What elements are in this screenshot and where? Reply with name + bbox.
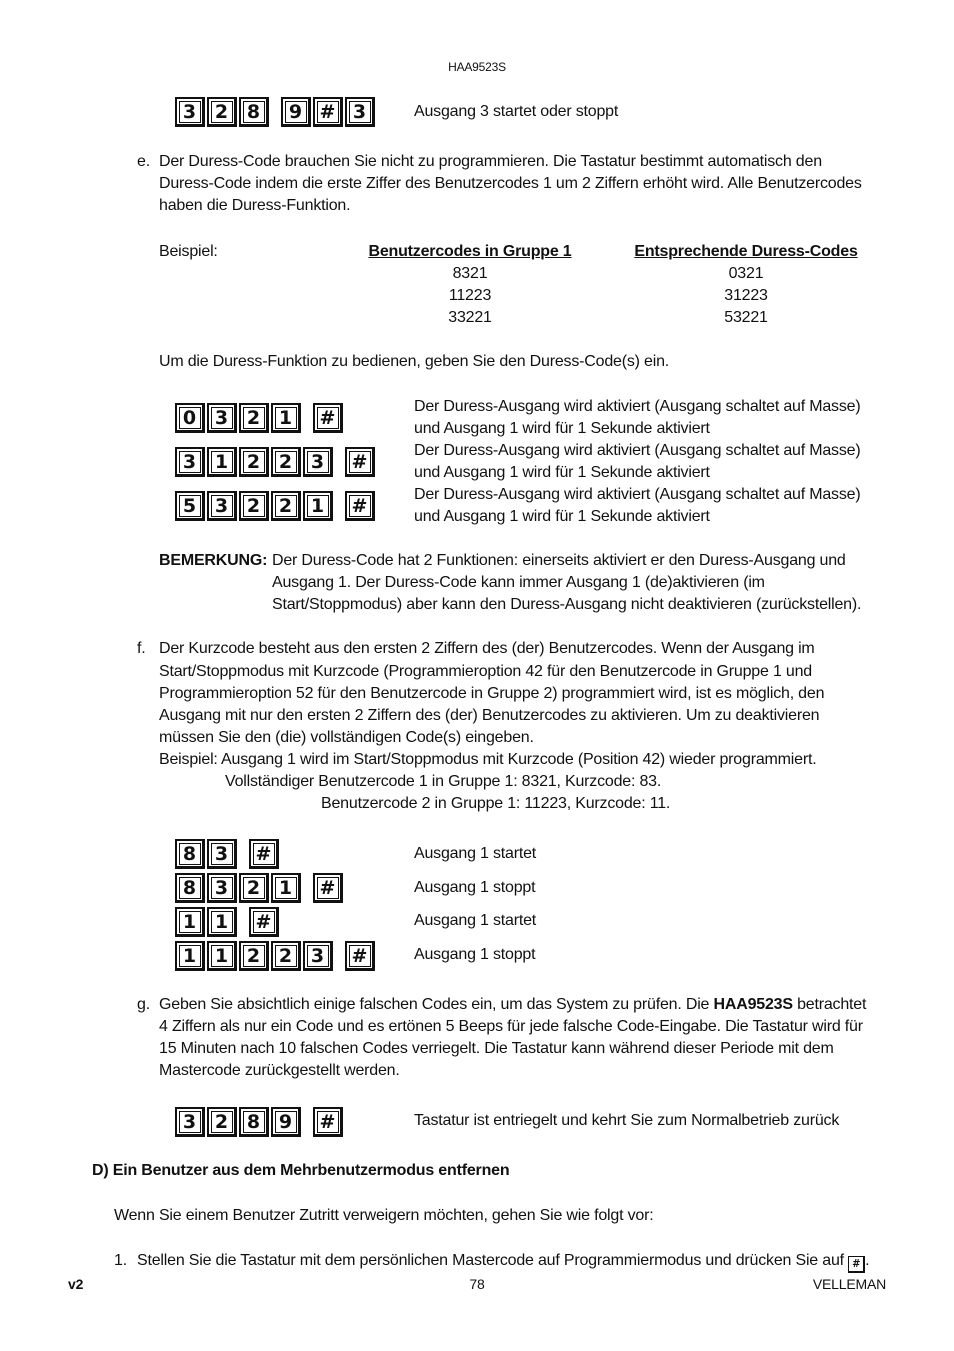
duress-desc-3-line-2: und Ausgang 1 wird für 1 Sekunde aktiviert [414, 508, 710, 525]
section-e-line-3: haben die Duress-Funktion. [159, 197, 351, 214]
footer-brand: VELLEMAN [812, 1276, 886, 1292]
section-d-heading: D) Ein Benutzer aus dem Mehrbenutzermodus entfernen [92, 1162, 510, 1179]
table-header-user-codes: Benutzercodes in Gruppe 1 [368, 243, 572, 260]
keypad-key-label: # [351, 450, 368, 473]
keypad-key-label: 8 [246, 100, 261, 123]
keypad-key-label: 3 [310, 944, 325, 967]
section-f-marker: f. [137, 640, 146, 657]
keypad-sequence-short-3 [175, 907, 279, 937]
keypad-key-label: 0 [182, 406, 197, 429]
keypad-key-2 [271, 491, 301, 521]
hash-key-icon [345, 491, 375, 521]
keypad-key-label: # [255, 842, 272, 865]
short-desc-4: Ausgang 1 stoppt [414, 946, 536, 963]
section-g-line-3: 15 Minuten nach 10 falschen Codes verriegelt. Die Tastatur kann während dieser Periode mit dem [159, 1040, 834, 1057]
keypad-key-9 [281, 97, 311, 127]
example-label: Beispiel: [159, 243, 218, 260]
short-desc-1: Ausgang 1 startet [414, 845, 537, 862]
keypad-sequence-short-4 [175, 941, 375, 971]
keypad-key-label: 8 [246, 1110, 261, 1133]
keypad-key-label: 2 [278, 494, 293, 517]
keypad-key-label: 8 [182, 876, 197, 899]
note-line-1: Der Duress-Code hat 2 Funktionen: einerseits aktiviert er den Duress-Ausgang und [272, 552, 846, 569]
section-g-marker: g. [137, 996, 150, 1013]
keypad-key-label: 2 [278, 450, 293, 473]
table-cell: 31223 [724, 287, 768, 304]
step-1-marker: 1. [114, 1252, 127, 1269]
unlock-desc: Tastatur ist entriegelt und kehrt Sie zum Normalbetrieb zurück [414, 1112, 840, 1129]
keypad-sequence-short-2 [175, 873, 343, 903]
note-line-3: Start/Stoppmodus) aber kann den Duress-Ausgang nicht deaktivieren (zurückstellen). [272, 596, 862, 613]
hash-key-icon [313, 403, 343, 433]
keypad-key-label: 9 [288, 100, 303, 123]
keypad-key-2 [271, 941, 301, 971]
keypad-key-2 [239, 491, 269, 521]
keypad-key-label: # [319, 876, 336, 899]
keypad-key-label: # [351, 494, 368, 517]
step-1-text [137, 1250, 869, 1273]
keypad-key-8 [175, 839, 205, 869]
keypad-key-2 [271, 447, 301, 477]
section-f-line-8: Benutzercode 2 in Gruppe 1: 11223, Kurzcode: 11. [321, 795, 671, 812]
top-example-desc: Ausgang 3 startet oder stoppt [414, 103, 619, 120]
keypad-key-3 [207, 873, 237, 903]
keypad-key-2 [207, 1107, 237, 1137]
keypad-key-label: 3 [182, 450, 197, 473]
keypad-key-label: 2 [214, 100, 229, 123]
hash-key-icon [249, 839, 279, 869]
section-g-line-1-pre: Geben Sie absichtlich einige falschen Codes ein, um das System zu prüfen. Die [159, 996, 714, 1013]
step-1-end: . [865, 1252, 870, 1269]
keypad-key-1 [271, 403, 301, 433]
keypad-key-label: 3 [214, 406, 229, 429]
keypad-key-3 [303, 941, 333, 971]
table-cell: 8321 [452, 265, 488, 282]
duress-desc-2-line-2: und Ausgang 1 wird für 1 Sekunde aktiviert [414, 464, 710, 481]
keypad-key-1 [271, 873, 301, 903]
keypad-key-3 [175, 447, 205, 477]
note-line-2: Ausgang 1. Der Duress-Code kann immer Ausgang 1 (de)aktivieren (im [272, 574, 765, 591]
table-cell: 0321 [728, 265, 764, 282]
section-e-marker: e. [137, 153, 150, 170]
keypad-key-label: 1 [278, 406, 293, 429]
keypad-key-8 [239, 1107, 269, 1137]
section-f-line-7: Vollständiger Benutzercode 1 in Gruppe 1: 8321, Kurzcode: 83. [225, 773, 662, 790]
section-f-line-4: Ausgang mit nur den ersten 2 Ziffern des (der) Benutzercodes zu aktivieren. Um zu deaktivieren [159, 707, 820, 724]
duress-desc-3-line-1: Der Duress-Ausgang wird aktiviert (Ausgang schaltet auf Masse) [414, 486, 861, 503]
section-g-line-2: 4 Ziffern als nur ein Code und es ertönen 5 Beeps für jede falsche Code-Eingabe. Die Tastatur wird für [159, 1018, 863, 1035]
step-1-text-body: Stellen Sie die Tastatur mit dem persönlichen Mastercode auf Programmiermodus und drücken Sie auf [137, 1252, 844, 1269]
keypad-key-3 [303, 447, 333, 477]
keypad-key-8 [175, 873, 205, 903]
keypad-sequence-top [175, 97, 375, 127]
duress-instruction: Um die Duress-Funktion zu bedienen, geben Sie den Duress-Code(s) ein. [159, 353, 670, 370]
keypad-key-label: 1 [182, 944, 197, 967]
table-cell: 33221 [448, 309, 492, 326]
keypad-key-label: 1 [182, 910, 197, 933]
section-e-line-1: Der Duress-Code brauchen Sie nicht zu programmieren. Die Tastatur bestimmt automatisch den [159, 153, 822, 170]
keypad-key-label: 3 [214, 876, 229, 899]
keypad-key-1 [175, 941, 205, 971]
keypad-key-label: 2 [246, 406, 261, 429]
keypad-key-3 [207, 491, 237, 521]
keypad-key-1 [175, 907, 205, 937]
section-f-line-5: müssen Sie den (die) vollständigen Code(s) eingeben. [159, 729, 534, 746]
keypad-key-label: 3 [352, 100, 367, 123]
keypad-key-label: 2 [246, 450, 261, 473]
keypad-key-1 [207, 941, 237, 971]
duress-desc-1-line-1: Der Duress-Ausgang wird aktiviert (Ausgang schaltet auf Masse) [414, 398, 861, 415]
table-cell: 53221 [724, 309, 768, 326]
keypad-key-3 [175, 97, 205, 127]
keypad-key-label: 3 [310, 450, 325, 473]
keypad-key-label: 3 [214, 494, 229, 517]
keypad-key-2 [239, 447, 269, 477]
keypad-key-label: 2 [246, 876, 261, 899]
keypad-key-label: 5 [182, 494, 197, 517]
section-g-line-4: Mastercode zurückgestellt werden. [159, 1062, 400, 1079]
keypad-key-9 [271, 1107, 301, 1137]
keypad-key-3 [207, 403, 237, 433]
keypad-key-label: 2 [246, 494, 261, 517]
keypad-key-3 [207, 839, 237, 869]
section-g-line-1 [159, 994, 866, 1016]
keypad-key-label: 9 [278, 1110, 293, 1133]
short-desc-3: Ausgang 1 startet [414, 912, 537, 929]
hash-key-icon [313, 1107, 343, 1137]
keypad-key-label: 2 [214, 1110, 229, 1133]
table-header-duress-codes: Entsprechende Duress-Codes [634, 243, 858, 260]
keypad-key-label: 1 [214, 910, 229, 933]
page-header-model: HAA9523S [448, 60, 506, 74]
product-code: HAA9523S [713, 996, 793, 1013]
keypad-sequence-duress-2 [175, 447, 375, 477]
note-label: BEMERKUNG: [159, 552, 268, 569]
keypad-key-label: 2 [278, 944, 293, 967]
hash-key-icon [313, 97, 343, 127]
keypad-key-2 [239, 403, 269, 433]
section-f-line-1: Der Kurzcode besteht aus den ersten 2 Ziffern des (der) Benutzercodes. Wenn der Ausgang im [159, 640, 815, 657]
table-cell: 11223 [448, 287, 492, 304]
keypad-key-1 [207, 447, 237, 477]
keypad-key-label: 1 [214, 450, 229, 473]
keypad-key-2 [207, 97, 237, 127]
section-e-line-2: Duress-Code indem die erste Ziffer des Benutzercodes 1 um 2 Ziffern erhöht wird. Alle Benutzercodes [159, 175, 862, 192]
keypad-sequence-unlock [175, 1107, 343, 1137]
hash-key-icon [313, 873, 343, 903]
keypad-key-3 [175, 1107, 205, 1137]
keypad-key-label: # [351, 944, 368, 967]
keypad-key-label: 1 [214, 944, 229, 967]
keypad-sequence-short-1 [175, 839, 279, 869]
keypad-key-label: 3 [214, 842, 229, 865]
section-g-line-1-post: betrachtet [792, 996, 867, 1013]
keypad-key-label: 3 [182, 100, 197, 123]
section-f-line-3: Programmieroption 52 für den Benutzercode in Gruppe 2) programmiert wird, ist es möglich, den [159, 685, 825, 702]
hash-key-icon: # [848, 1256, 865, 1273]
keypad-key-0 [175, 403, 205, 433]
section-f-line-2: Start/Stoppmodus mit Kurzcode (Programmieroption 42 für den Benutzercode in Gruppe 1 und [159, 663, 812, 680]
footer-version: v2 [68, 1276, 84, 1292]
duress-desc-2-line-1: Der Duress-Ausgang wird aktiviert (Ausgang schaltet auf Masse) [414, 442, 861, 459]
keypad-sequence-duress-1 [175, 403, 343, 433]
keypad-key-1 [303, 491, 333, 521]
keypad-key-label: # [319, 1110, 336, 1133]
keypad-key-label: # [319, 406, 336, 429]
footer-page-number: 78 [469, 1276, 485, 1292]
duress-desc-1-line-2: und Ausgang 1 wird für 1 Sekunde aktiviert [414, 420, 710, 437]
short-desc-2: Ausgang 1 stoppt [414, 879, 536, 896]
keypad-sequence-duress-3 [175, 491, 375, 521]
keypad-key-3 [345, 97, 375, 127]
keypad-key-8 [239, 97, 269, 127]
keypad-key-label: 1 [310, 494, 325, 517]
keypad-key-label: 1 [278, 876, 293, 899]
hash-key-icon [345, 941, 375, 971]
section-d-intro: Wenn Sie einem Benutzer Zutritt verweigern möchten, gehen Sie wie folgt vor: [114, 1207, 654, 1224]
hash-key-icon [249, 907, 279, 937]
keypad-key-label: 3 [182, 1110, 197, 1133]
hash-key-icon [345, 447, 375, 477]
keypad-key-1 [207, 907, 237, 937]
keypad-key-label: 8 [182, 842, 197, 865]
keypad-key-label: 2 [246, 944, 261, 967]
keypad-key-2 [239, 941, 269, 971]
keypad-key-label: # [255, 910, 272, 933]
keypad-key-2 [239, 873, 269, 903]
section-f-line-6: Beispiel: Ausgang 1 wird im Start/Stoppmodus mit Kurzcode (Position 42) wieder programmiert. [159, 751, 817, 768]
keypad-key-label: # [319, 100, 336, 123]
keypad-key-5 [175, 491, 205, 521]
